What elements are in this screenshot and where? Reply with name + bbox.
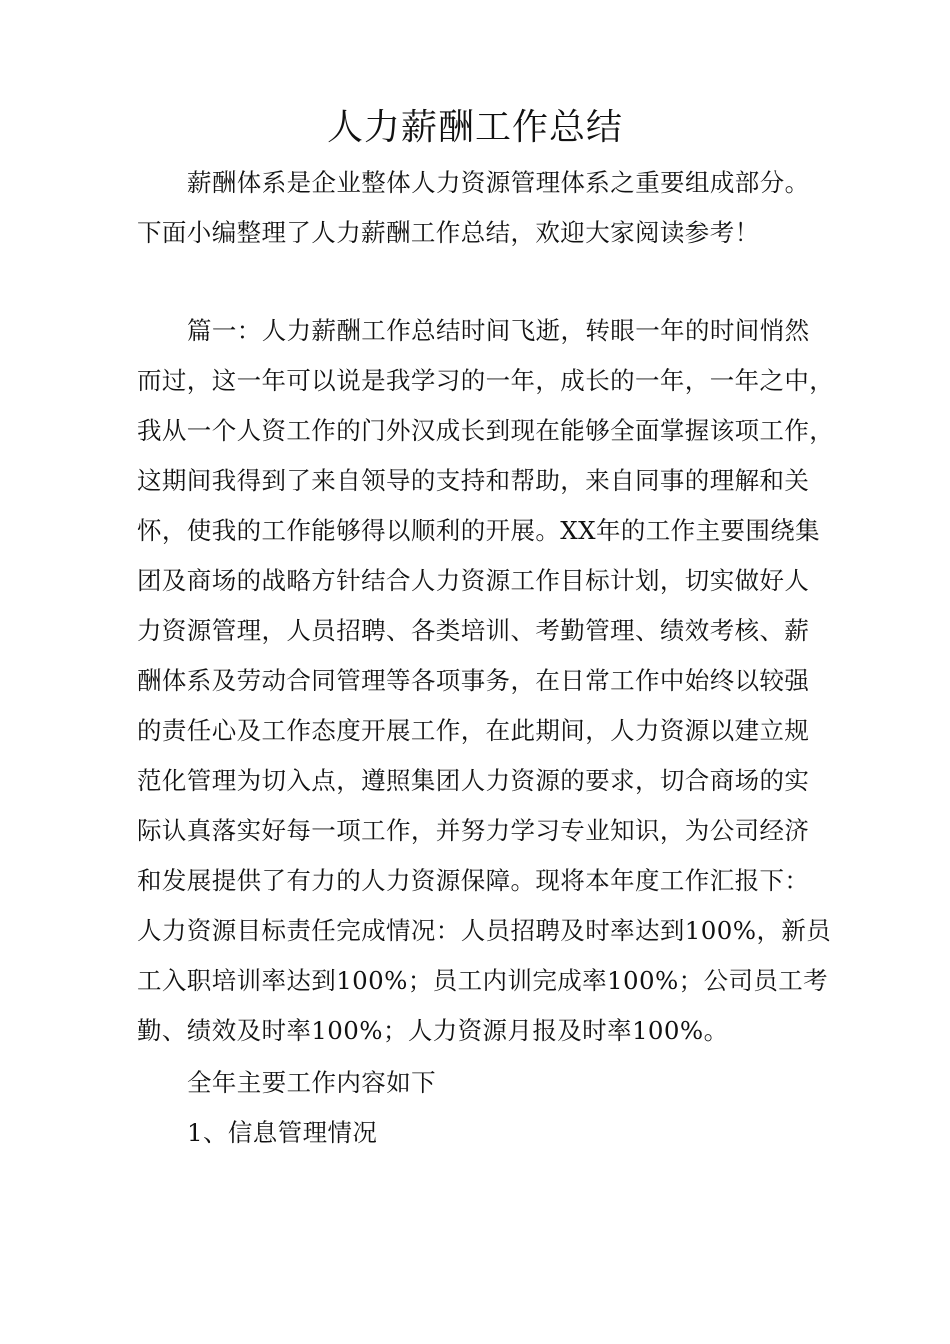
paragraph-line: 和发展提供了有力的人力资源保障。现将本年度工作汇报下： [137,866,810,895]
paragraph-line: 我从一个人资工作的门外汉成长到现在能够全面掌握该项工作， [137,416,835,445]
item-heading: 1、信息管理情况 [187,1118,378,1147]
paragraph-line: 力资源管理，人员招聘、各类培训、考勤管理、绩效考核、薪 [137,616,810,645]
paragraph-line: 团及商场的战略方针结合人力资源工作目标计划，切实做好人 [137,566,810,595]
paragraph-line: 的责任心及工作态度开展工作，在此期间，人力资源以建立规 [137,716,810,745]
paragraph-line: 怀，使我的工作能够得以顺利的开展。XX年的工作主要围绕集 [137,516,821,545]
document-title: 人力薪酬工作总结 [326,107,623,148]
paragraph-line: 际认真落实好每一项工作，并努力学习专业知识，为公司经济 [137,816,810,845]
paragraph-line: 工入职培训率达到100%；员工内训完成率100%；公司员工考 [137,966,829,995]
paragraph-line: 勤、绩效及时率100%；人力资源月报及时率100%。 [137,1016,729,1045]
intro-paragraph [137,158,837,258]
main-paragraph [137,306,837,1056]
paragraph-line: 这期间我得到了来自领导的支持和帮助，来自同事的理解和关 [137,466,810,495]
paragraph-line: 而过，这一年可以说是我学习的一年，成长的一年，一年之中， [137,366,835,395]
intro-line: 下面小编整理了人力薪酬工作总结，欢迎大家阅读参考！ [137,218,760,247]
paragraph-line: 范化管理为切入点，遵照集团人力资源的要求，切合商场的实 [137,766,810,795]
paragraph-line: 人力资源目标责任完成情况：人员招聘及时率达到100%，新员 [137,916,832,945]
section-heading: 全年主要工作内容如下 [187,1068,436,1097]
paragraph-line: 酬体系及劳动合同管理等各项事务，在日常工作中始终以较强 [137,666,810,695]
paragraph-line: 篇一：人力薪酬工作总结时间飞逝，转眼一年的时间悄然 [187,316,810,345]
intro-line: 薪酬体系是企业整体人力资源管理体系之重要组成部分。 [187,168,810,197]
